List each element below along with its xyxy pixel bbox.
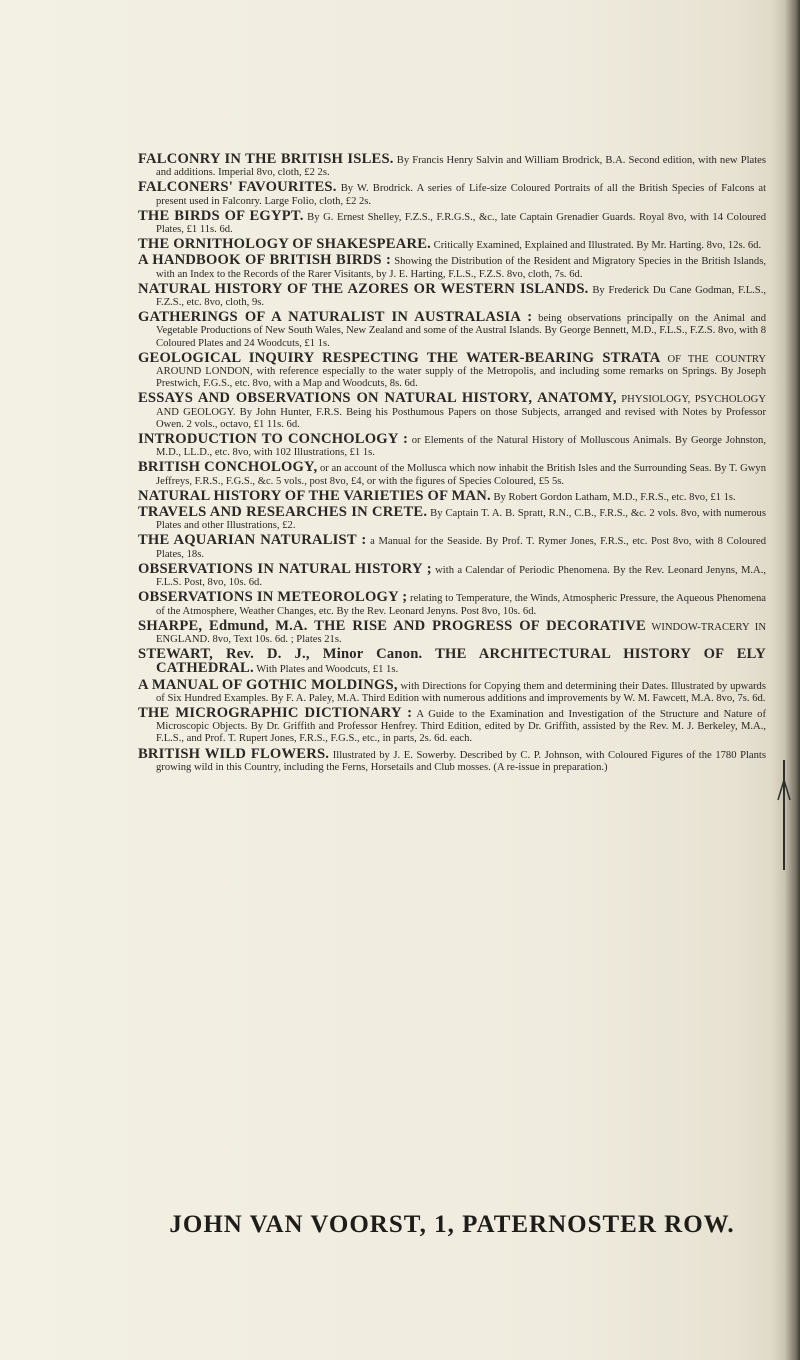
entry-title: NATURAL HISTORY OF THE VARIETIES OF MAN. xyxy=(138,487,491,504)
catalogue-entry xyxy=(138,560,766,589)
catalogue-entry xyxy=(138,648,766,676)
entry-body: Critically Examined, Explained and Illustrated. By Mr. Harting. 8vo, 12s. 6d. xyxy=(433,240,762,252)
catalogue-entry xyxy=(138,207,767,236)
entry-title: THE ORNITHOLOGY OF SHAKESPEARE. xyxy=(138,236,431,253)
catalogue-entry xyxy=(138,349,766,391)
entry-title: OBSERVATIONS IN METEOROLOGY ; xyxy=(138,589,408,606)
entry-title: TRAVELS AND RESEARCHES IN CRETE. xyxy=(138,504,428,521)
entry-body: By Captain T. A. B. Spratt, R.N., C.B., F.R.S., &c. 2 vols. 8vo, with numerous Plates and other Illustrations, £2. xyxy=(156,508,766,532)
entry-body: Illustrated by J. E. Sowerby. Described by C. P. Johnson, with Coloured Figures of the 1780 Plants growing wild in this Country, including the Ferns, Horsetails and Club mosses. (A re-issue in preparation.) xyxy=(156,749,767,773)
entry-body: Showing the Distribution of the Resident and Migratory Species in the British Islands, with an Index to the Records of the Rarer Visitants, by J. E. Harting, F.L.S., F.Z.S. 8vo, cloth, 7s. 6d. xyxy=(156,256,766,280)
entry-body: By Robert Gordon Latham, M.D., F.R.S., etc. 8vo, £1 1s. xyxy=(493,491,736,503)
catalogue-entry xyxy=(138,487,766,504)
catalogue-entry xyxy=(138,280,766,309)
entry-body: or Elements of the Natural History of Molluscous Animals. By George Johnston, M.D., LL.D., etc. 8vo, with 102 Illustrations, £1 1s. xyxy=(156,435,766,459)
entry-body: WINDOW-TRACERY IN ENGLAND. 8vo, Text 10s. 6d. ; Plates 21s. xyxy=(156,621,766,645)
entry-title: A MANUAL OF GOTHIC MOLDINGS, xyxy=(138,676,398,693)
publisher-imprint: JOHN VAN VOORST, 1, PATERNOSTER ROW. xyxy=(169,1211,735,1238)
entry-title: BRITISH WILD FLOWERS. xyxy=(138,745,330,762)
entry-title: GEOLOGICAL INQUIRY RESPECTING THE WATER-BEARING STRATA xyxy=(138,349,661,366)
catalogue-entry xyxy=(138,238,766,252)
entry-title: OBSERVATIONS IN NATURAL HISTORY ; xyxy=(138,560,432,577)
entry-title: BRITISH CONCHOLOGY, xyxy=(138,459,318,476)
entry-title: THE BIRDS OF EGYPT. xyxy=(138,207,304,224)
catalogue-entry xyxy=(138,181,766,207)
entry-body: By G. Ernest Shelley, F.Z.S., F.R.G.S., &c., late Captain Grenadier Guards. Royal 8vo, with 14 Coloured Plates, £1 11s. 6d. xyxy=(156,211,767,236)
entry-body: or an account of the Mollusca which now inhabit the British Isles and the Surrounding Seas. By T. Gwyn Jeffreys, F.R.S., F.G.S., &c. 5 vols., post 8vo, £4, or with the figures of Species Coloured, £5 5s. xyxy=(156,463,766,487)
catalogue-entry xyxy=(138,433,766,459)
catalogue-entry xyxy=(138,392,766,431)
entry-body: By Francis Henry Salvin and William Brodrick, B.A. Second edition, with new Plates and additions. Imperial 8vo, cloth, £2 2s. xyxy=(156,155,766,179)
entry-body: a Manual for the Seaside. By Prof. T. Rymer Jones, F.R.S., etc. Post 8vo, with 8 Coloured Plates, 18s. xyxy=(156,536,766,560)
entry-title: STEWART, Rev. D. J., Minor Canon. THE ARCHITECTURAL HISTORY OF ELY CATHEDRAL. xyxy=(138,646,766,677)
entry-title: THE AQUARIAN NATURALIST : xyxy=(138,532,367,549)
catalogue-entry xyxy=(138,745,767,774)
catalogue-entry xyxy=(138,704,766,746)
entry-body: with a Calendar of Periodic Phenomena. By the Rev. Leonard Jenyns, M.A., F.L.S. Post, 8vo, 10s. 6d. xyxy=(156,564,766,589)
catalogue-entry xyxy=(138,676,766,705)
catalogue-entry xyxy=(138,461,766,487)
entry-body: OF THE COUNTRY AROUND LONDON, with reference especially to the water supply of the Metropolis, and including some remarks on Springs. By Joseph Prestwich, F.G.S., etc. 8vo, with a Map and Woodcuts, 8s. 6d. xyxy=(156,353,766,390)
entry-body: A Guide to the Examination and Investigation of the Structure and Nature of Microscopic Objects. By Dr. Griffith and Professor Henfrey. Third Edition, edited by Dr. Griffith, assisted by the Rev. M. J. Berkeley, M.A., F.L.S., and Prof. T. Rupert Jones, F.R.S., F.G.S., etc., in parts, 2s. 6d. each. xyxy=(156,708,766,745)
entry-body: being observations principally on the Animal and Vegetable Productions of New South Wales, New Zealand and some of the Austral Islands. By George Bennett, M.D., F.L.S., F.Z.S. 8vo, with 8 Coloured Plates and 24 Woodcuts, £1 1s. xyxy=(156,313,766,349)
entry-body: with Directions for Copying them and determining their Dates. Illustrated by upwards of Six Hundred Examples. By F. A. Paley, M.A. Third Edition with numerous additions and improvements by W. M. Fawcett, M.A. 8vo, 7s. 6d. xyxy=(156,680,766,704)
entry-title: INTRODUCTION TO CONCHOLOGY : xyxy=(138,431,409,448)
catalogue-entry xyxy=(138,311,766,350)
entry-body: With Plates and Woodcuts, £1 1s. xyxy=(256,664,399,676)
entry-title: FALCONRY IN THE BRITISH ISLES. xyxy=(138,151,394,167)
entry-title: GATHERINGS OF A NATURALIST IN AUSTRALASIA : xyxy=(138,309,533,326)
catalogue-entry xyxy=(138,617,766,646)
entry-body: By Frederick Du Cane Godman, F.L.S., F.Z.S., etc. 8vo, cloth, 9s. xyxy=(156,284,766,309)
catalogue-entry xyxy=(138,254,766,280)
entry-title: SHARPE, Edmund, M.A. THE RISE AND PROGRESS OF DECORATIVE xyxy=(138,617,646,634)
entry-title: ESSAYS AND OBSERVATIONS ON NATURAL HISTORY, ANATOMY, xyxy=(138,390,617,407)
margin-mark-icon xyxy=(774,760,794,880)
catalogue-entry xyxy=(138,506,766,532)
page-edge-shadow xyxy=(772,0,800,1360)
entry-body: PHYSIOLOGY, PSYCHOLOGY AND GEOLOGY. By John Hunter, F.R.S. Being his Posthumous Papers on those Subjects, arranged and revised with Notes by Professor Owen. 2 vols., octavo, £1 11s. 6d. xyxy=(156,394,766,430)
entry-title: FALCONERS' FAVOURITES. xyxy=(138,179,337,196)
catalogue-list xyxy=(138,153,766,776)
entry-body: relating to Temperature, the Winds, Atmospheric Pressure, the Aqueous Phenomena of the Atmosphere, Weather Changes, etc. By the Rev. Leonard Jenyns. Post 8vo, 10s. 6d. xyxy=(156,593,766,617)
entry-title: NATURAL HISTORY OF THE AZORES OR WESTERN ISLANDS. xyxy=(138,280,589,297)
catalogue-entry xyxy=(138,153,766,179)
entry-title: A HANDBOOK OF BRITISH BIRDS : xyxy=(138,252,392,269)
entry-body: By W. Brodrick. A series of Life-size Coloured Portraits of all the British Species of Falcons at present used in Falconry. Large Folio, cloth, £2 2s. xyxy=(156,183,767,207)
catalogue-entry xyxy=(138,591,766,617)
entry-title: THE MICROGRAPHIC DICTIONARY : xyxy=(138,704,413,721)
catalogue-entry xyxy=(138,534,766,560)
